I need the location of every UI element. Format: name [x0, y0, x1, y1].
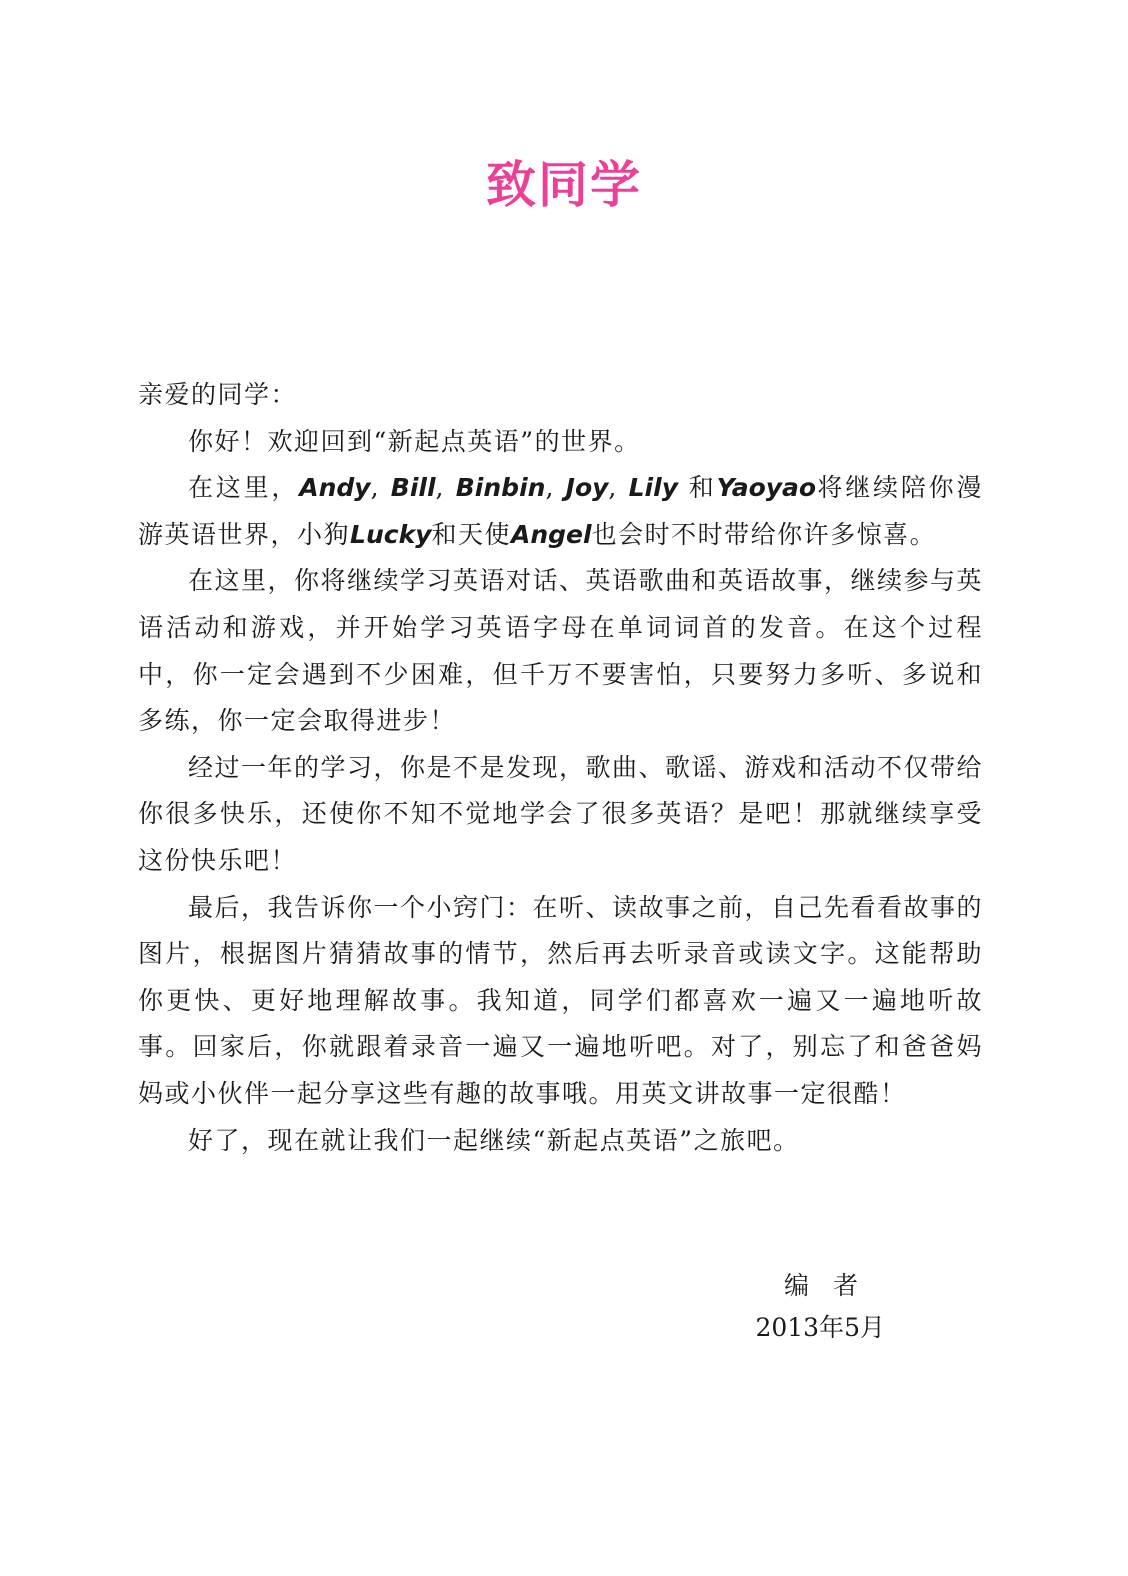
signature-author: 编者	[783, 1271, 882, 1300]
separator: ,	[435, 473, 456, 503]
separator: ,	[608, 473, 629, 503]
paragraph-text: 将继续陪你漫游英语世界，小狗	[138, 473, 983, 549]
character-name-joy: Joy	[565, 473, 609, 503]
paragraph-closing: 好了，现在就让我们一起继续“新起点英语”之旅吧。	[188, 1125, 800, 1155]
paragraph-text: 在这里，	[188, 473, 300, 503]
paragraph-text: 和天使	[431, 519, 512, 549]
character-name-andy: Andy	[299, 473, 371, 503]
letter-body	[138, 372, 983, 1164]
character-name-binbin: Binbin	[455, 473, 546, 503]
signature-date: 2013年5月	[755, 1313, 885, 1342]
paragraph-characters	[138, 465, 983, 558]
paragraph-text: 也会时不时带给你许多惊喜。	[591, 519, 937, 549]
character-name-lucky: Lucky	[350, 519, 432, 549]
separator: ,	[370, 473, 391, 503]
character-name-lily: Lily	[628, 473, 678, 503]
character-name-angel: Angel	[511, 519, 592, 549]
paragraph-text: 和	[678, 473, 717, 503]
character-name-bill: Bill	[390, 473, 436, 503]
paragraph-learning: 在这里，你将继续学习英语对话、英语歌曲和英语故事，继续参与英语活动和游戏，并开始学习英语字母在单词词首的发音。在这个过程中，你一定会遇到不少困难，但千万不要害怕，只要努力多听、多说和多练，你一定会取得进步！	[138, 566, 984, 736]
paragraph-tip: 最后，我告诉你一个小窍门：在听、读故事之前，自己先看看故事的图片，根据图片猜猜故事的情节，然后再去听录音或读文字。这能帮助你更快、更好地理解故事。我知道，同学们都喜欢一遍又一遍地听故事。回家后，你就跟着录音一遍又一遍地听吧。对了，别忘了和爸爸妈妈或小伙伴一起分享这些有趣的故事哦。用英文讲故事一定很酷！	[138, 892, 984, 1108]
paragraph-review: 经过一年的学习，你是不是发现，歌曲、歌谣、游戏和活动不仅带给你很多快乐，还使你不知不觉地学会了很多英语？是吧！那就继续享受这份快乐吧！	[138, 752, 984, 875]
character-name-yaoyao: Yaoyao	[716, 473, 817, 503]
salutation: 亲爱的同学：	[138, 380, 298, 409]
separator: ,	[545, 473, 566, 503]
page-title: 致同学	[486, 156, 642, 214]
paragraph-greeting: 你好！欢迎回到“新起点英语”的世界。	[188, 426, 641, 456]
